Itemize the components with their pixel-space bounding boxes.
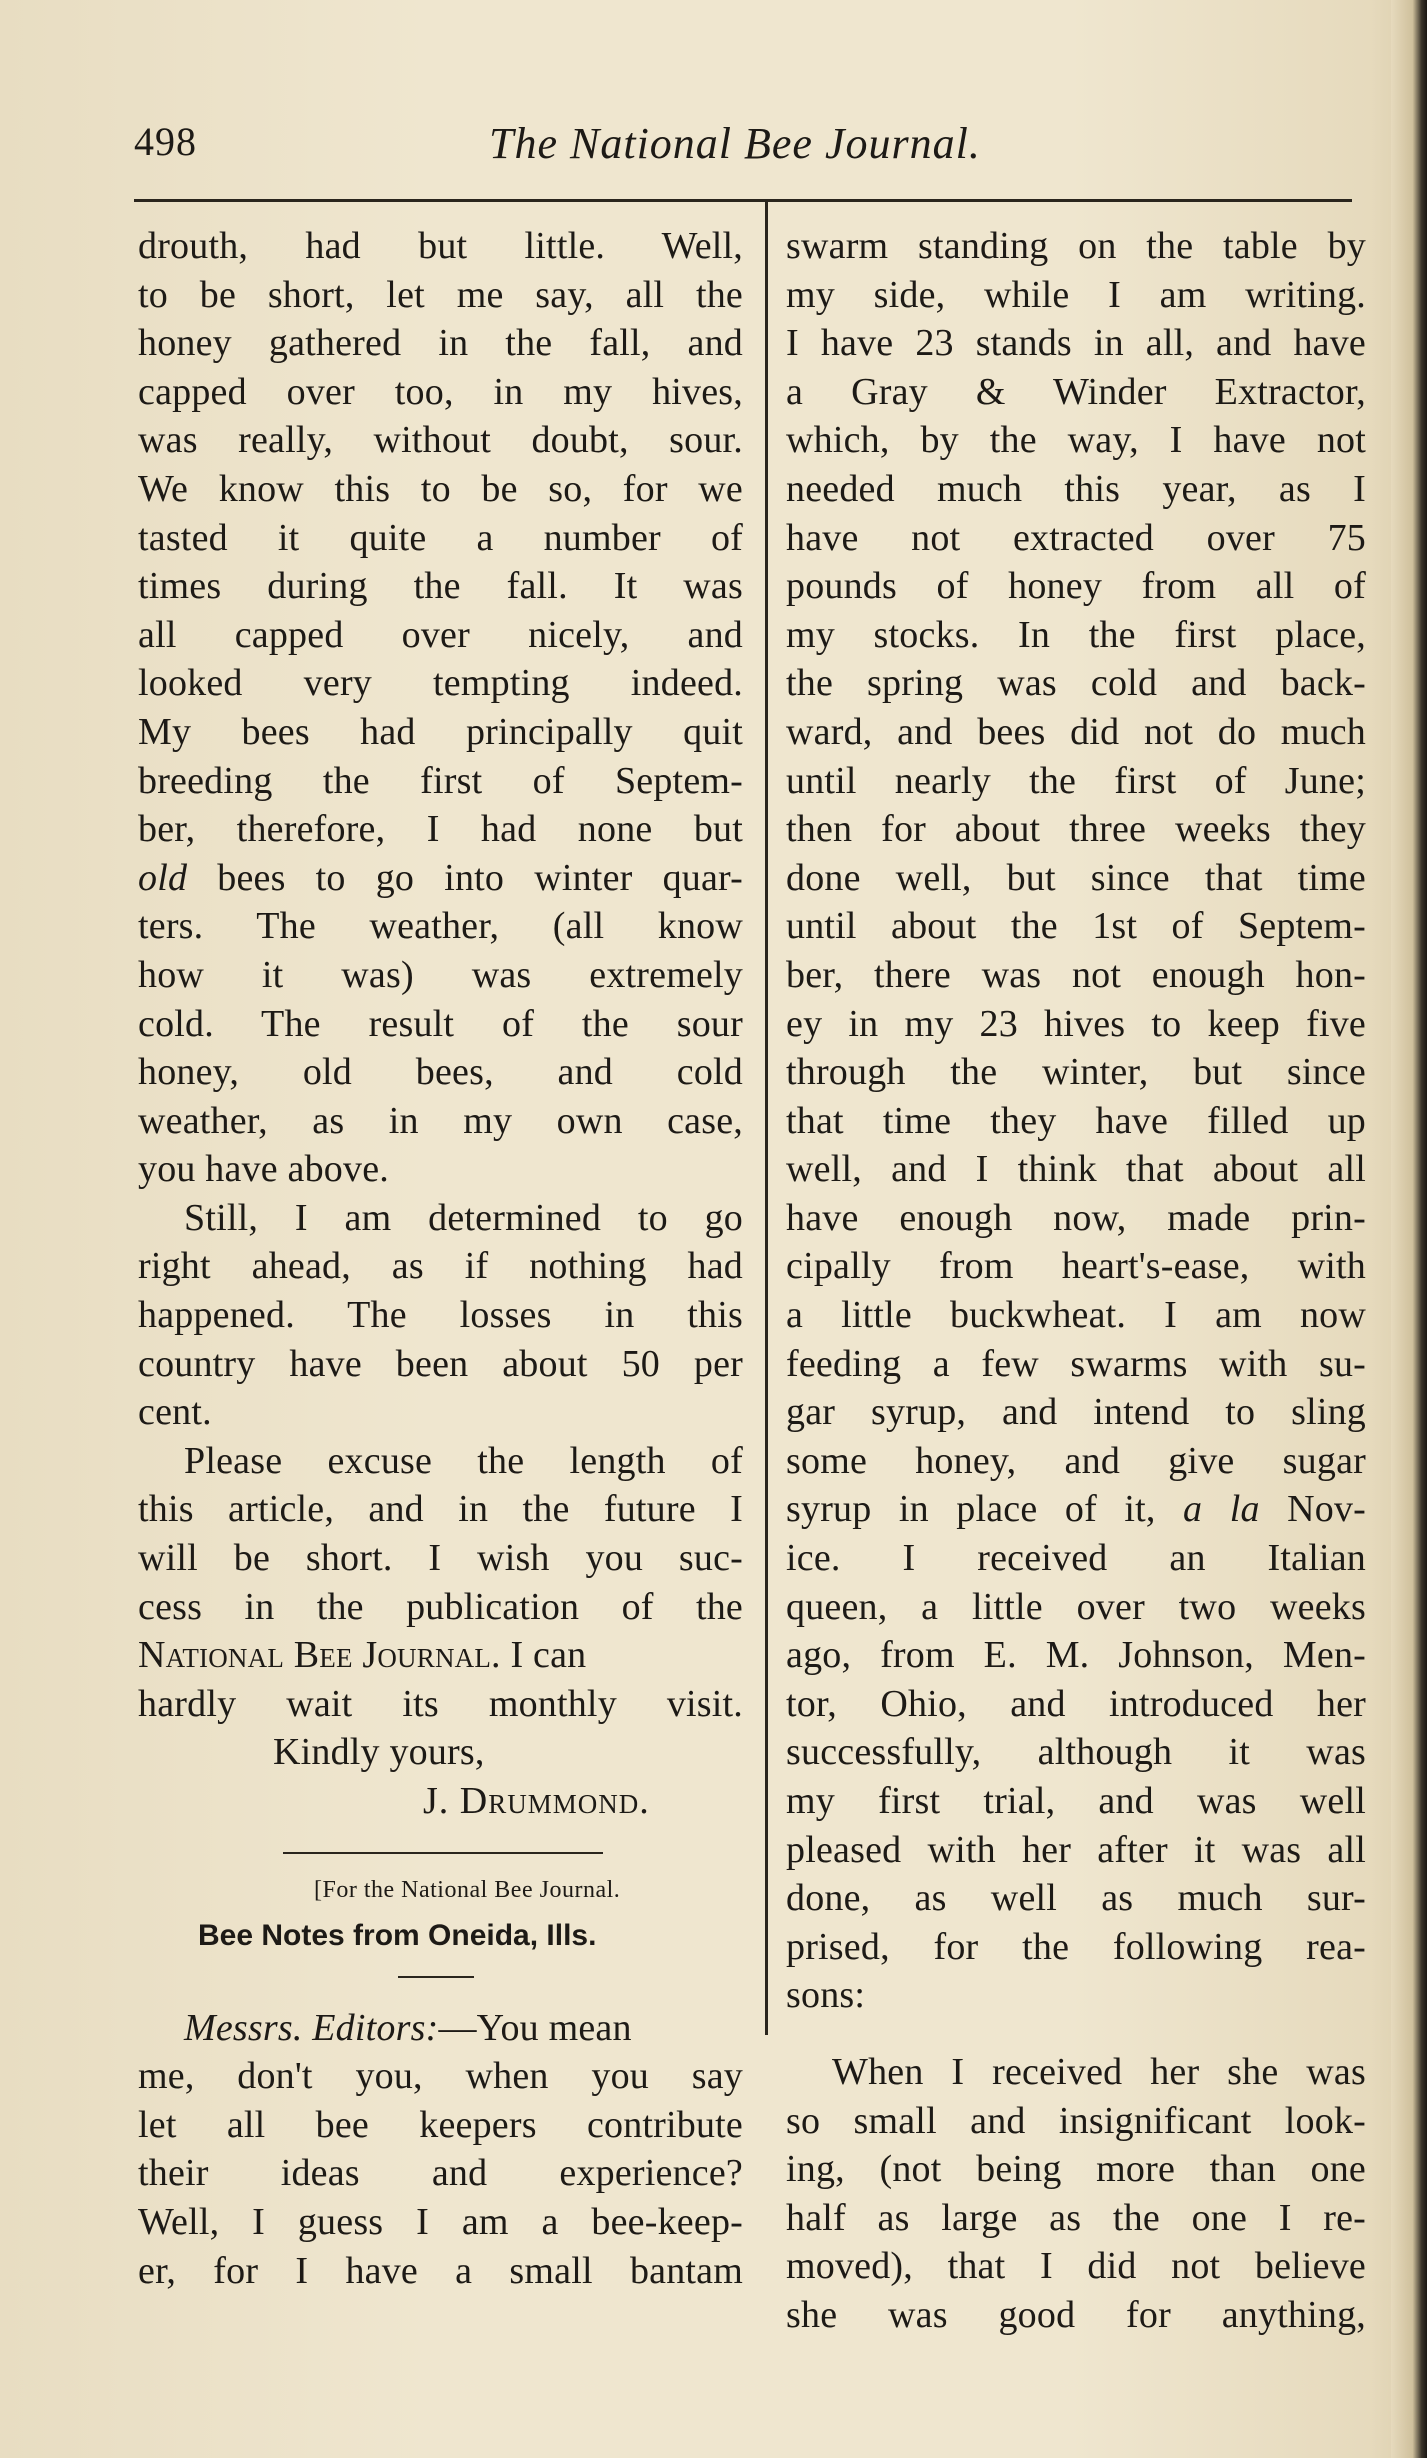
text-line: ago, from E. M. Johnson, Men- (786, 1634, 1366, 1677)
text-line: capped over too, in my hives, (138, 370, 743, 413)
text-line: We know this to be so, for we (138, 467, 743, 510)
text-line: cess in the publication of the (138, 1585, 743, 1628)
text-line: all capped over nicely, and (138, 613, 743, 656)
article-headline: Bee Notes from Oneida, Ills. (198, 1918, 597, 1952)
text-line: feeding a few swarms with su- (786, 1342, 1366, 1385)
article-separator-rule (283, 1852, 603, 1854)
text-line: until about the 1st of Septem- (786, 905, 1366, 948)
text-line: this article, and in the future I (138, 1488, 743, 1531)
text-line: My bees had principally quit (138, 710, 743, 753)
journal-title: The National Bee Journal. (489, 119, 981, 168)
text-fragment: I can (500, 1634, 587, 1677)
book-spine-shadow (1391, 0, 1427, 2458)
text-line: moved), that I did not believe (786, 2245, 1366, 2288)
closing: Kindly yours, (273, 1731, 485, 1774)
text-line: Well, I guess I am a bee-keep- (138, 2200, 743, 2243)
text-line: then for about three weeks they (786, 808, 1366, 851)
text-line (138, 854, 743, 903)
text-line: cipally from heart's-ease, with (786, 1245, 1366, 1288)
text-line: to be short, let me say, all the (138, 273, 743, 316)
right-column (786, 222, 1366, 2340)
text-line: through the winter, but since (786, 1051, 1366, 1094)
text-line: pleased with her after it was all (786, 1828, 1366, 1871)
left-column (138, 222, 743, 2295)
journal-name-caps: National Bee Journal. (138, 1634, 501, 1677)
text-line: Still, I am determined to go (184, 1196, 743, 1239)
headline-rule (398, 1976, 474, 1978)
text-line: the spring was cold and back- (786, 662, 1366, 705)
running-header (134, 118, 1054, 178)
text-line: she was good for anything, (786, 2293, 1366, 2336)
text-line: ber, therefore, I had none but (138, 808, 743, 851)
text-line: well, and I think that about all (786, 1148, 1366, 1191)
text-line: was really, without doubt, sour. (138, 419, 743, 462)
text-line: have not extracted over 75 (786, 516, 1366, 559)
text-line: some honey, and give sugar (786, 1439, 1366, 1482)
italic-phrase: a la (1183, 1488, 1260, 1531)
text-line: you have above. (138, 1148, 389, 1191)
text-line: times during the fall. It was (138, 565, 743, 608)
text-line: breeding the first of Septem- (138, 759, 743, 802)
page-number: 498 (134, 119, 197, 164)
text-line: When I received her she was (832, 2050, 1366, 2093)
text-line: prised, for the following rea- (786, 1925, 1366, 1968)
text-line: my first trial, and was well (786, 1780, 1366, 1822)
text-line: their ideas and experience? (138, 2152, 743, 2195)
text-line: will be short. I wish you suc- (138, 1537, 743, 1580)
text-line: ber, there was not enough hon- (786, 953, 1366, 996)
text-line: my side, while I am writing. (786, 273, 1366, 316)
text-line: drouth, had but little. Well, (138, 225, 743, 267)
text-line (786, 1485, 1366, 1534)
text-line: cold. The result of the sour (138, 1002, 743, 1045)
header-rule (134, 199, 1352, 202)
text-fragment: bees to go into winter quar- (187, 856, 743, 899)
text-line: weather, as in my own case, (138, 1099, 743, 1142)
text-line: queen, a little over two weeks (786, 1585, 1366, 1628)
text-line: hardly wait its monthly visit. (138, 1682, 743, 1725)
text-line: sons: (786, 1974, 866, 2017)
column-divider (765, 200, 768, 2035)
text-line: tasted it quite a number of (138, 516, 743, 559)
text-line: gar syrup, and intend to sling (786, 1391, 1366, 1434)
text-line: let all bee keepers contribute (138, 2103, 743, 2146)
text-line (138, 1631, 743, 1680)
text-line (138, 2004, 743, 2053)
text-line: happened. The losses in this (138, 1294, 743, 1337)
text-line: so small and insignificant look- (786, 2099, 1366, 2142)
text-line: honey, old bees, and cold (138, 1051, 743, 1094)
paragraph-gap (786, 2020, 1366, 2048)
text-line: ey in my 23 hives to keep five (786, 1002, 1366, 1045)
text-line: me, don't you, when you say (138, 2055, 743, 2098)
text-line: honey gathered in the fall, and (138, 322, 743, 365)
text-line: swarm standing on the table by (786, 225, 1366, 267)
text-line: ing, (not being more than one (786, 2148, 1366, 2191)
text-line: done, as well as much sur- (786, 1877, 1366, 1920)
text-line: how it was) was extremely (138, 953, 743, 996)
text-line: country have been about 50 per (138, 1342, 743, 1385)
text-line: pounds of honey from all of (786, 565, 1366, 608)
text-line: a Gray & Winder Extractor, (786, 370, 1366, 413)
text-line: tor, Ohio, and introduced her (786, 1682, 1366, 1725)
text-line: half as large as the one I re- (786, 2196, 1366, 2239)
italic-word: old (138, 856, 188, 899)
text-line: looked very tempting indeed. (138, 662, 743, 705)
text-line: which, by the way, I have not (786, 419, 1366, 462)
text-fragment: syrup in place of it, (786, 1488, 1184, 1531)
text-line: Please excuse the length of (184, 1439, 743, 1482)
source-credit: [For the National Bee Journal. (314, 1876, 621, 1903)
text-line: ters. The weather, (all know (138, 905, 743, 948)
text-line: that time they have filled up (786, 1099, 1366, 1142)
text-fragment: —You mean (438, 2006, 632, 2049)
text-line: have enough now, made prin- (786, 1196, 1366, 1239)
text-fragment: Nov- (1259, 1488, 1366, 1531)
text-line: until nearly the first of June; (786, 759, 1366, 802)
text-line: ward, and bees did not do much (786, 710, 1366, 753)
text-line: done well, but since that time (786, 856, 1366, 899)
text-line: needed much this year, as I (786, 467, 1366, 510)
text-line: my stocks. In the first place, (786, 613, 1366, 656)
text-line: right ahead, as if nothing had (138, 1245, 743, 1288)
text-line: er, for I have a small bantam (138, 2249, 743, 2292)
text-line: successfully, although it was (786, 1731, 1366, 1774)
text-line: I have 23 stands in all, and have (786, 322, 1366, 365)
text-line: ice. I received an Italian (786, 1537, 1366, 1580)
text-line: cent. (138, 1391, 212, 1434)
signature: J. Drummond. (423, 1780, 650, 1822)
salutation: Messrs. Editors: (184, 2006, 439, 2049)
text-line: a little buckwheat. I am now (786, 1294, 1366, 1337)
